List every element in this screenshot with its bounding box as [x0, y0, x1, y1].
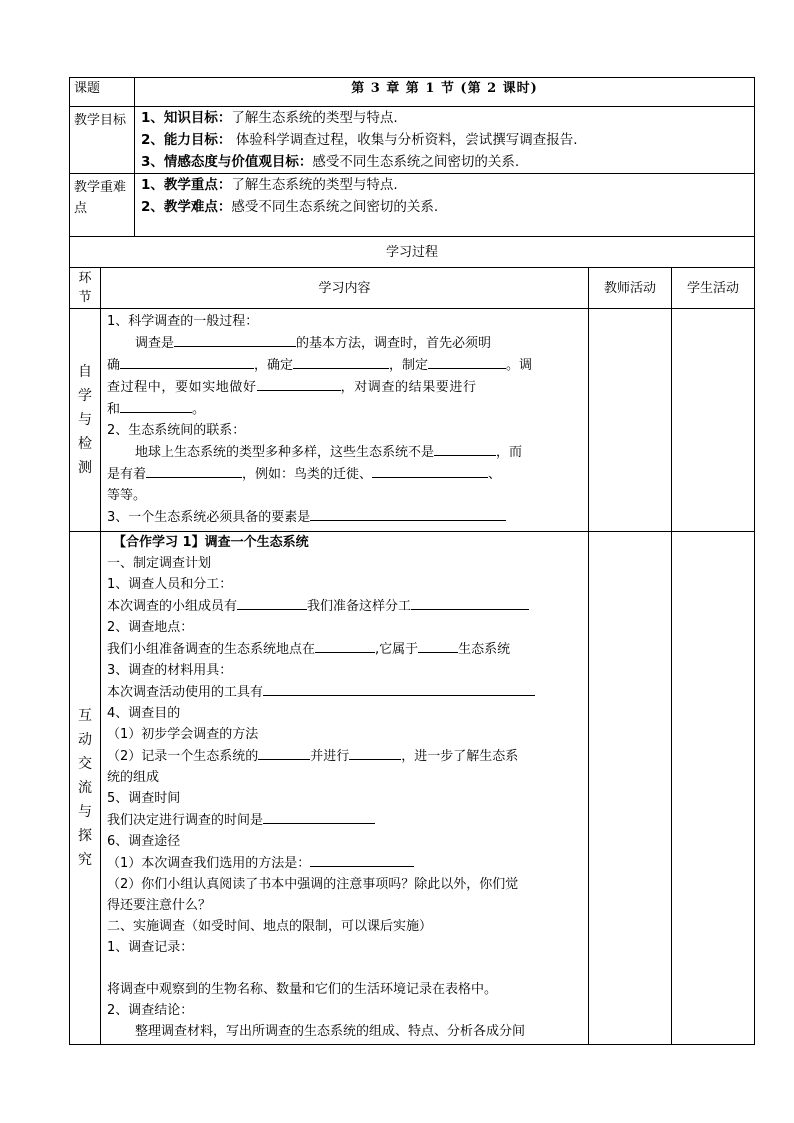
notice-line: （2）你们小组认真阅读了书本中强调的注意事项吗？除此以外，你们觉: [107, 877, 519, 892]
goal-key: 3、情感态度与价值观目标：: [141, 154, 313, 170]
method-line: （1）本次调查我们选用的方法是：: [107, 852, 582, 874]
col-content: 学习内容: [101, 268, 589, 309]
focus-label: 教学重难点: [70, 174, 135, 237]
self-study-student-cell: [672, 309, 755, 532]
plan-heading: 一、制定调查计划: [107, 556, 212, 571]
self-study-label: 自学与检测: [70, 309, 101, 532]
goals-content: [135, 107, 755, 174]
q1-line3: 查过程中，要如实地做好 ，对调查的结果要进行: [107, 376, 582, 398]
blank-line: [174, 332, 296, 347]
blank-line: [372, 463, 488, 478]
staff-line: 本次调查的小组成员有 我们准备这样分工: [107, 595, 582, 617]
focus-content: [135, 174, 755, 237]
q1-line1: 调查是 的基本方法，调查时，首先必须明: [107, 332, 582, 354]
exploration-row: [70, 532, 755, 1045]
goal-text: 感受不同生态系统之间密切的关系.: [312, 154, 520, 170]
blank-line: [263, 809, 375, 824]
blank-line: [434, 441, 496, 456]
time-heading: 5、调查时间: [107, 791, 181, 806]
blank-line: [258, 745, 310, 760]
record-instruction: 将调查中观察到的生物名称、数量和它们的生活环境记录在表格中。: [107, 982, 498, 997]
self-study-row: [70, 309, 755, 532]
exploration-student-cell: [672, 532, 755, 1045]
focus-text: 感受不同生态系统之间密切的关系.: [231, 199, 439, 215]
record-space: [107, 958, 582, 979]
q2-line1: 地球上生态系统的类型多种多样，这些生态系统不是 ，而: [107, 441, 582, 463]
course-label: 课题: [70, 78, 135, 107]
blank-line: [146, 463, 242, 478]
goal-attitude: [135, 151, 754, 173]
goal-ability: [135, 129, 754, 151]
staff-heading: 1、调查人员和分工：: [107, 577, 233, 592]
goal-text: 了解生态系统的类型与特点.: [231, 110, 398, 126]
blank-line: [411, 595, 529, 610]
time-line: 我们决定进行调查的时间是: [107, 809, 582, 831]
blank-line: [315, 638, 375, 653]
process-label: 学习过程: [70, 237, 755, 268]
focus-row: [70, 174, 755, 237]
record-heading: 1、调查记录：: [107, 940, 194, 955]
column-header-row: [70, 268, 755, 309]
q2-line3: 等等。: [107, 488, 147, 503]
goals-row: [70, 107, 755, 174]
notice-line-cont: 得还要注意什么？: [107, 898, 212, 913]
goal-key: 1、知识目标：: [141, 110, 232, 126]
blank-line: [120, 354, 254, 369]
title-row: [70, 78, 755, 107]
tools-heading: 3、调查的材料用具：: [107, 663, 233, 678]
purpose-2: （2）记录一个生态系统的 并进行 ，进一步了解生态系: [107, 745, 582, 767]
conclusion-heading: 2、调查结论：: [107, 1003, 194, 1018]
col-student: 学生活动: [672, 268, 755, 309]
blank-line: [257, 376, 341, 391]
lesson-title: 第 3 章 第 1 节 (第 2 课时): [135, 78, 755, 107]
q3-line: 3、一个生态系统必须具备的要素是: [107, 506, 582, 528]
focus-difficult-point: [135, 196, 754, 218]
q1-line2: 确 ，确定 ，制定 。调: [107, 354, 582, 376]
q1-line4: 和 。: [107, 398, 582, 420]
goals-label: 教学目标: [70, 107, 135, 174]
self-study-teacher-cell: [589, 309, 672, 532]
goal-knowledge: [135, 107, 754, 129]
col-stage: 环节: [70, 268, 101, 309]
tools-line: 本次调查活动使用的工具有: [107, 681, 582, 703]
method-heading: 6、调查途径: [107, 834, 181, 849]
conclusion-line: 整理调查材料，写出所调查的生态系统的组成、特点、分析各成分间: [135, 1024, 526, 1039]
q1-title: 1、科学调查的一般过程：: [107, 314, 259, 329]
col-teacher: 教师活动: [589, 268, 672, 309]
blank-line: [418, 638, 458, 653]
blank-line: [237, 595, 307, 610]
blank-line: [349, 745, 401, 760]
q2-title: 2、生态系统间的联系：: [107, 423, 246, 438]
exploration-label: 互动交流与探究: [70, 532, 101, 1045]
blank-line: [293, 354, 389, 369]
place-heading: 2、调查地点：: [107, 620, 194, 635]
exploration-content: [101, 532, 589, 1045]
focus-text: 了解生态系统的类型与特点.: [231, 177, 398, 193]
goal-text: 体验科学调查过程，收集与分析资料，尝试撰写调查报告.: [231, 132, 578, 148]
focus-key: 1、教学重点：: [141, 177, 232, 193]
purpose-heading: 4、调查目的: [107, 706, 181, 721]
goal-key: 2、能力目标：: [141, 132, 232, 148]
self-study-content: [101, 309, 589, 532]
blank-line: [310, 506, 506, 521]
q2-line2: 是有着 ，例如：鸟类的迁徙、 、: [107, 463, 582, 485]
focus-key-point: [135, 174, 754, 196]
place-line: 我们小组准备调查的生态系统地点在 ,它属于 生态系统: [107, 638, 582, 660]
exploration-teacher-cell: [589, 532, 672, 1045]
blank-line: [428, 354, 506, 369]
purpose-2-cont: 统的组成: [107, 770, 160, 785]
lesson-plan-table: [69, 77, 755, 1045]
implement-heading: 二、实施调查（如受时间、地点的限制，可以课后实施）: [107, 919, 433, 934]
blank-line: [263, 681, 535, 696]
blank-line: [310, 852, 414, 867]
blank-line: [120, 398, 192, 413]
process-row: [70, 237, 755, 268]
purpose-1: （1）初步学会调查的方法: [107, 727, 259, 742]
focus-key: 2、教学难点：: [141, 199, 232, 215]
coop-title: 【合作学习 1】调查一个生态系统: [113, 535, 309, 550]
